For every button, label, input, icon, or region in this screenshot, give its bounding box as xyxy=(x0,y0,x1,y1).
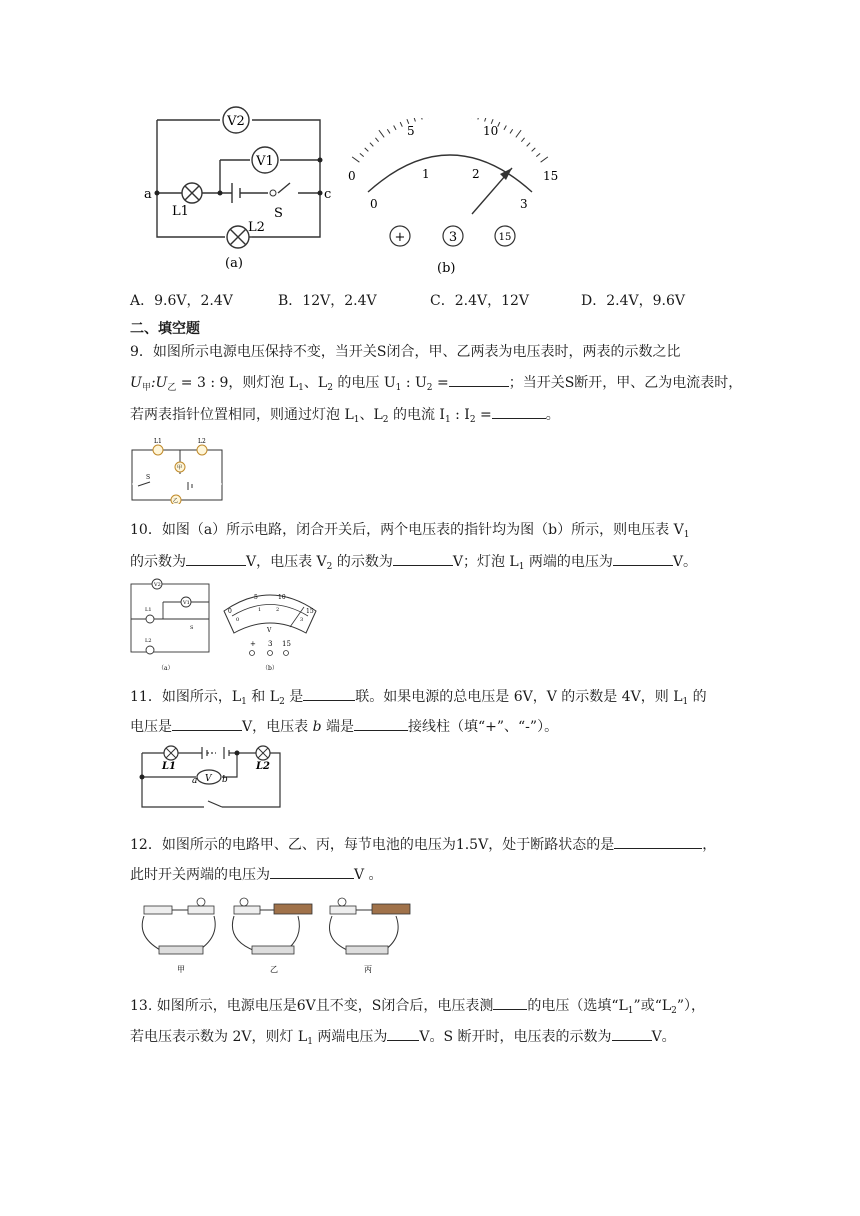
dial-tick xyxy=(413,118,416,121)
svg-text:L2: L2 xyxy=(256,761,270,772)
q13-line-1: 13. 如图所示，电源电压是6V且不变，S闭合后，电压表测 的电压（选填“$L_1$”或“$L_2$”）， xyxy=(130,995,705,1016)
dial-tick xyxy=(516,130,521,137)
svg-text:15: 15 xyxy=(543,169,559,183)
dial-tick xyxy=(370,143,373,147)
dial-tick xyxy=(541,157,548,162)
svg-text:L1: L1 xyxy=(162,761,176,772)
q9-line-2: $U_甲:U_乙 = 3$ : 9，则灯泡 $L_1$、$L_2$ 的电压 $U_1$ : $U_2$ = ；当开关S断开，甲、乙为电流表时， xyxy=(130,372,742,393)
q10-blank-1[interactable] xyxy=(186,551,246,566)
q13-blank-1[interactable] xyxy=(493,995,527,1010)
svg-text:L1: L1 xyxy=(172,204,189,219)
dial-tick xyxy=(485,118,488,121)
svg-text:乙: 乙 xyxy=(173,498,179,504)
svg-text:L1: L1 xyxy=(145,607,152,613)
dial-tick xyxy=(521,138,524,142)
svg-text:5: 5 xyxy=(407,124,415,138)
svg-text:15: 15 xyxy=(306,608,314,615)
q10-circuit-figure-a xyxy=(128,577,212,673)
svg-text:（b）: （b） xyxy=(262,665,278,672)
svg-text:1: 1 xyxy=(422,167,430,181)
svg-text:a: a xyxy=(192,776,198,786)
dial-tick xyxy=(510,129,513,133)
svg-text:V: V xyxy=(205,774,212,784)
svg-text:L2: L2 xyxy=(198,438,206,445)
svg-text:3: 3 xyxy=(520,197,528,211)
dial-tick xyxy=(352,157,359,162)
svg-text:+: + xyxy=(250,640,256,648)
svg-text:（a）: （a） xyxy=(158,665,174,672)
svg-text:0: 0 xyxy=(236,617,240,623)
dial-tick xyxy=(400,122,402,127)
svg-text:V2: V2 xyxy=(154,582,161,588)
q12-line-1: 12．如图所示的电路甲、乙、丙，每节电池的电压为1.5V，处于断路状态的是 ， xyxy=(130,834,716,854)
q9-blank-1[interactable] xyxy=(449,372,509,387)
svg-text:0: 0 xyxy=(370,197,378,211)
q10-line-2: 的示数为 V，电压表 $V_2$ 的示数为 V；灯泡 $L_1$ 两端的电压为 V。 xyxy=(130,551,697,572)
q11-circuit-figure xyxy=(134,743,286,815)
svg-text:丙: 丙 xyxy=(364,965,372,974)
svg-text:c: c xyxy=(324,187,332,202)
svg-text:V: V xyxy=(267,627,272,634)
dial-tick xyxy=(379,130,384,137)
svg-text:0: 0 xyxy=(348,169,356,183)
dial-tick xyxy=(504,125,506,129)
svg-text:S: S xyxy=(190,625,194,631)
q10-voltmeter-dial-figure-b xyxy=(220,583,320,673)
dial-tick xyxy=(375,138,378,142)
q12-blank-2[interactable] xyxy=(270,864,354,879)
lamp-l1 xyxy=(182,183,202,203)
option-d[interactable]: D．2.4V，9.6V xyxy=(581,293,685,309)
q12-blank-1[interactable] xyxy=(614,834,702,849)
q8-circuit-figure-a xyxy=(140,105,340,275)
svg-text:b: b xyxy=(222,775,228,785)
svg-text:0: 0 xyxy=(228,608,232,615)
svg-text:甲: 甲 xyxy=(177,465,183,471)
svg-text:乙: 乙 xyxy=(270,965,278,974)
dial-tick xyxy=(360,153,364,156)
svg-text:15: 15 xyxy=(282,640,291,648)
q11-blank-1[interactable] xyxy=(303,686,355,701)
dial-tick xyxy=(421,118,422,120)
svg-text:S: S xyxy=(146,474,151,481)
q11-blank-3[interactable] xyxy=(354,716,408,731)
svg-text:5: 5 xyxy=(254,594,258,601)
dial-tick xyxy=(536,153,540,156)
svg-text:S: S xyxy=(274,206,283,221)
svg-text:2: 2 xyxy=(472,167,480,181)
dial-tick xyxy=(365,148,369,151)
q13-line-2: 若电压表示数为 2V，则灯 $L_1$ 两端电压为 V。S 断开时，电压表的示数为 V。 xyxy=(130,1026,676,1047)
q13-blank-2[interactable] xyxy=(387,1026,419,1041)
section-heading: 二、填空题 xyxy=(130,321,200,337)
svg-text:a: a xyxy=(144,187,152,202)
option-a[interactable]: A．9.6V，2.4V xyxy=(130,293,233,309)
svg-text:+: + xyxy=(394,230,406,245)
lamp-l2 xyxy=(227,226,249,248)
svg-text:L2: L2 xyxy=(248,220,265,235)
svg-text:V1: V1 xyxy=(183,600,190,606)
q11-blank-2[interactable] xyxy=(172,716,242,731)
svg-text:10: 10 xyxy=(483,124,499,138)
svg-text:甲: 甲 xyxy=(177,965,185,974)
dial-tick xyxy=(387,129,390,133)
q10-line-1: 10．如图（a）所示电路，闭合开关后，两个电压表的指针均为图（b）所示，则电压表 $V_1$ xyxy=(130,522,690,540)
dial-tick xyxy=(394,125,396,129)
svg-text:2: 2 xyxy=(276,607,280,613)
v1-meter xyxy=(252,147,278,173)
q9-line-3: 若两表指针位置相同，则通过灯泡 $L_1$、$L_2$ 的电流 $I_1$ : $I_2$ = 。 xyxy=(130,404,560,425)
q11-line-1: 11．如图所示，$L_1$ 和 $L_2$ 是 联。如果电源的总电压是 6V，V 的示数是 4V，则 $L_1$ 的 xyxy=(130,686,707,707)
v2-meter xyxy=(223,107,249,133)
svg-text:(a): (a) xyxy=(225,256,243,271)
option-c[interactable]: C．2.4V，12V xyxy=(430,293,530,309)
svg-text:L1: L1 xyxy=(154,438,162,445)
q9-circuit-figure xyxy=(128,434,226,504)
q9-blank-2[interactable] xyxy=(492,404,546,419)
q9-line-1: 9．如图所示电源电压保持不变，当开关S闭合，甲、乙两表为电压表时，两表的示数之比 xyxy=(130,344,681,360)
dial-tick xyxy=(532,148,536,151)
q10-blank-2[interactable] xyxy=(393,551,453,566)
dial-tick xyxy=(478,118,479,120)
q12-line-2: 此时开关两端的电压为 V 。 xyxy=(130,864,383,884)
q13-blank-3[interactable] xyxy=(612,1026,652,1041)
q8-voltmeter-dial-figure-b xyxy=(340,118,570,278)
svg-text:1: 1 xyxy=(258,607,262,613)
svg-text:3: 3 xyxy=(300,617,304,623)
svg-text:V1: V1 xyxy=(256,154,274,169)
svg-text:3: 3 xyxy=(448,230,458,245)
q11-line-2: 电压是 V，电压表 b 端是 接线柱（填“+”、“-”）。 xyxy=(130,716,558,736)
svg-text:(b): (b) xyxy=(437,261,456,276)
svg-text:3: 3 xyxy=(268,640,273,648)
dial-tick xyxy=(527,143,530,147)
option-b[interactable]: B．12V，2.4V xyxy=(278,293,377,309)
q12-circuits-figure xyxy=(134,896,424,978)
svg-text:V2: V2 xyxy=(227,114,245,129)
q10-blank-3[interactable] xyxy=(613,551,673,566)
svg-text:15: 15 xyxy=(498,232,512,243)
svg-text:L2: L2 xyxy=(145,638,152,644)
svg-text:10: 10 xyxy=(278,594,286,601)
